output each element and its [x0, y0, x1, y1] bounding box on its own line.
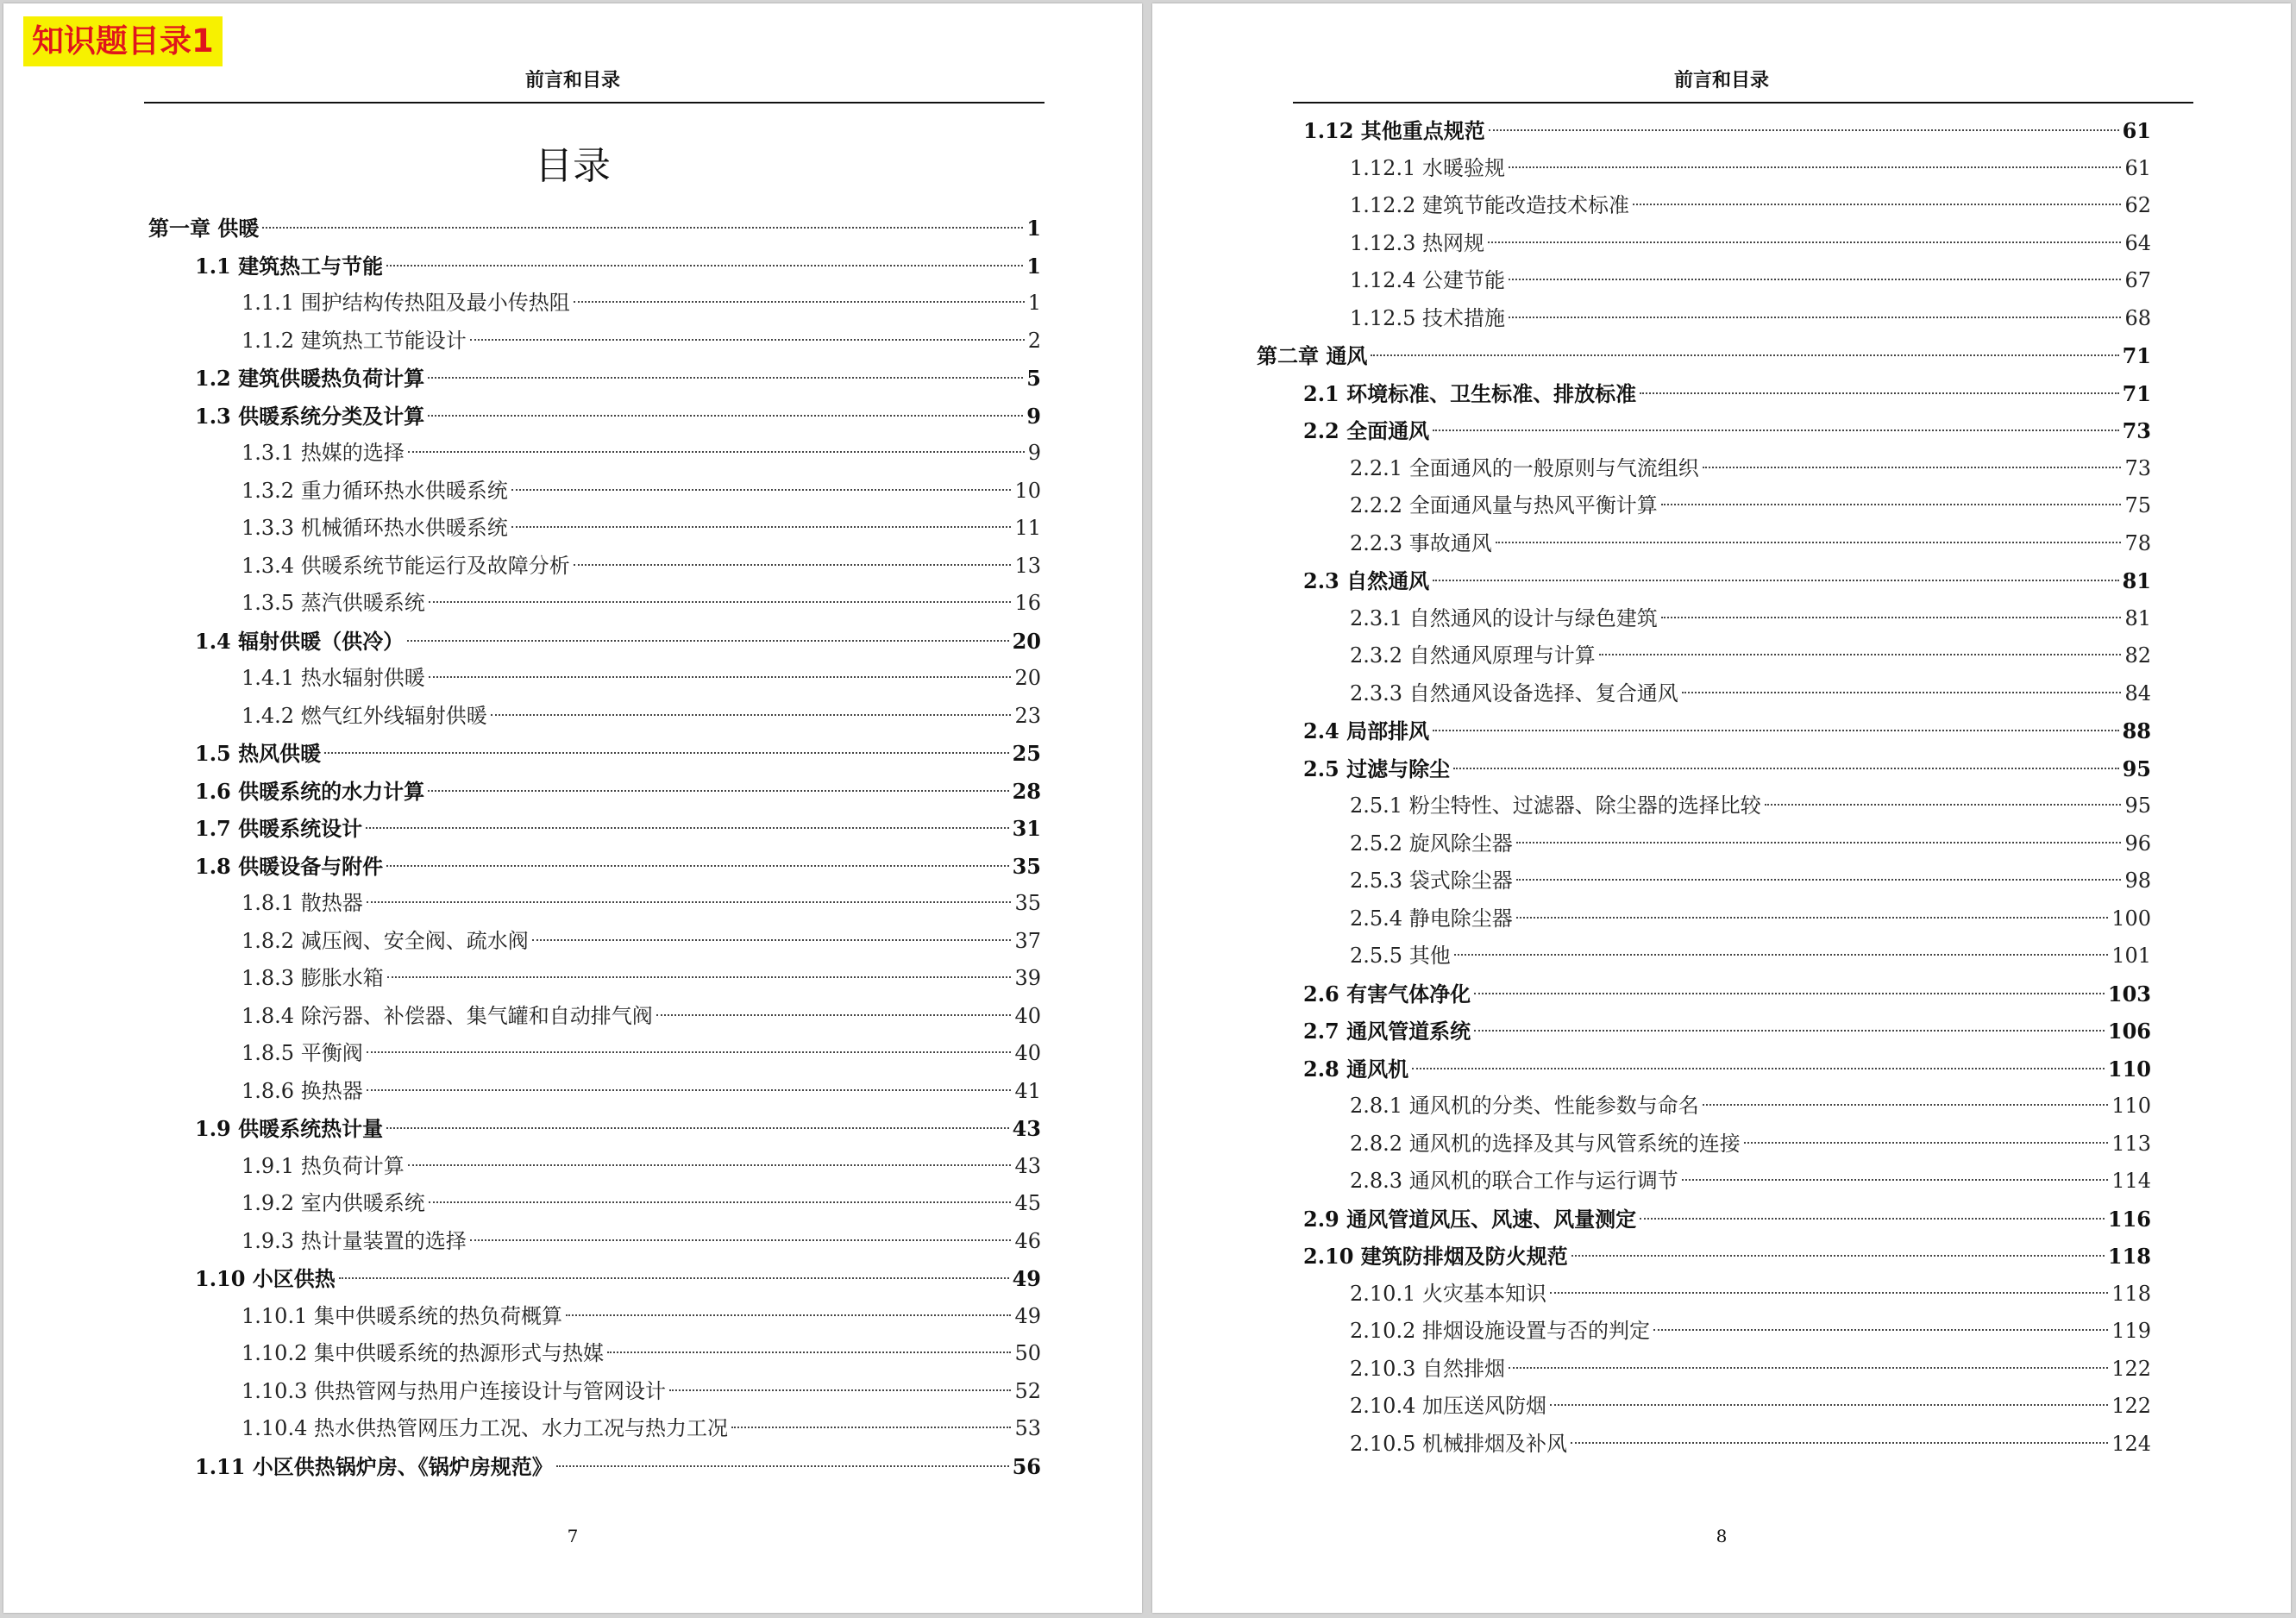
- toc-entry[interactable]: [1257, 225, 2151, 263]
- toc-entry-page: 73: [2124, 455, 2151, 480]
- toc-entry-page: 64: [2124, 230, 2151, 255]
- toc-entry-page: 95: [2124, 793, 2151, 818]
- page-number: 8: [1716, 1526, 1728, 1546]
- toc-entry-label: 2.5.3 袋式除尘器: [1350, 869, 1513, 893]
- toc-entry[interactable]: [148, 698, 1041, 736]
- section-tag: 知识题目录1: [23, 16, 223, 66]
- toc-entry-label: 1.4.2 燃气红外线辐射供暖: [242, 703, 487, 728]
- dot-leader: [1433, 580, 2118, 581]
- toc-entry-page: 88: [2122, 718, 2151, 743]
- toc-entry-label: 2.7 通风管道系统: [1303, 1019, 1471, 1044]
- toc-entry-label: 2.6 有害气体净化: [1303, 981, 1471, 1007]
- toc-entry[interactable]: [1257, 1276, 2151, 1314]
- toc-entry-label: 1.7 供暖系统设计: [195, 816, 363, 841]
- toc-entry-page: 28: [1012, 778, 1041, 804]
- toc-entry-label: 1.10.3 供热管网与热用户连接设计与管网设计: [242, 1378, 666, 1403]
- dot-leader: [1682, 692, 2122, 693]
- dot-leader: [428, 790, 1008, 792]
- toc-entry-page: 16: [1014, 591, 1041, 615]
- dot-leader: [1433, 430, 2118, 431]
- toc-entry-page: 75: [2124, 493, 2151, 517]
- dot-leader: [1371, 354, 2118, 356]
- toc-entry[interactable]: [1257, 600, 2151, 638]
- toc-entry-page: 103: [2107, 981, 2151, 1007]
- dot-leader: [566, 1314, 1011, 1316]
- toc-entry-page: 78: [2124, 530, 2151, 555]
- toc-entry[interactable]: [1257, 525, 2151, 563]
- toc-entry[interactable]: [1257, 487, 2151, 525]
- toc-entry[interactable]: [148, 1260, 1041, 1298]
- toc-entry-page: 113: [2111, 1131, 2151, 1156]
- dot-leader: [1633, 204, 2121, 205]
- toc-entry[interactable]: [148, 623, 1041, 661]
- toc-entry-page: 53: [1014, 1416, 1041, 1440]
- toc-entry-page: 118: [2107, 1244, 2151, 1269]
- toc-entry[interactable]: [148, 1035, 1041, 1073]
- toc-entry-page: 49: [1014, 1303, 1041, 1328]
- toc-entry[interactable]: [1257, 1351, 2151, 1389]
- toc-entry-page: 100: [2111, 906, 2151, 931]
- toc-entry-label: 2.3.1 自然通风的设计与绿色建筑: [1350, 605, 1658, 630]
- dot-leader: [1550, 1404, 2108, 1406]
- dot-leader: [1550, 1292, 2108, 1294]
- toc-entry[interactable]: [1257, 1388, 2151, 1426]
- toc-entry-label: 2.3.3 自然通风设备选择、复合通风: [1350, 680, 1678, 706]
- toc-entry-label: 2.4 局部排风: [1303, 718, 1430, 743]
- dot-leader: [386, 265, 1023, 267]
- toc-entry-label: 1.12.5 技术措施: [1350, 305, 1505, 330]
- toc-entry-label: 1.5 热风供暖: [195, 741, 322, 766]
- dot-leader: [1474, 993, 2105, 994]
- toc-entry-label: 1.3.4 供暖系统节能运行及故障分析: [242, 553, 570, 578]
- toc-entry-page: 52: [1014, 1378, 1041, 1403]
- toc-entry[interactable]: [148, 735, 1041, 773]
- toc-entry[interactable]: [148, 885, 1041, 923]
- toc-entry-page: 124: [2111, 1431, 2151, 1456]
- toc-entry[interactable]: [148, 1185, 1041, 1223]
- toc-entry-page: 101: [2111, 944, 2151, 968]
- toc-entry-label: 2.1 环境标准、卫生标准、排放标准: [1303, 380, 1637, 406]
- toc-title: 目录: [535, 144, 611, 188]
- toc-entry-page: 41: [1014, 1078, 1041, 1103]
- toc-entry-label: 2.3.2 自然通风原理与计算: [1350, 643, 1596, 668]
- dot-leader: [386, 1127, 1008, 1129]
- toc-entry[interactable]: [1257, 412, 2151, 450]
- toc-entry-page: 71: [2122, 343, 2151, 368]
- toc-entry[interactable]: [1257, 337, 2151, 375]
- toc-entry-label: 1.11 小区供热锅炉房、《锅炉房规范》: [195, 1453, 553, 1479]
- toc-entry[interactable]: [1257, 675, 2151, 713]
- toc-entry-page: 73: [2122, 418, 2151, 443]
- toc-entry-label: 1.8.4 除污器、补偿器、集气罐和自动排气阀: [242, 1003, 653, 1028]
- toc-entry-label: 1.3.2 重力循环热水供暖系统: [242, 478, 508, 503]
- toc-entry[interactable]: [148, 1410, 1041, 1448]
- toc-entry[interactable]: [1257, 862, 2151, 900]
- toc-entry[interactable]: [1257, 787, 2151, 825]
- toc-entry-page: 46: [1014, 1228, 1041, 1253]
- toc-entry-label: 2.9 通风管道风压、风速、风量测定: [1303, 1206, 1637, 1232]
- toc-entry[interactable]: [1257, 637, 2151, 675]
- toc-entry-label: 2.5 过滤与除尘: [1303, 756, 1451, 781]
- toc-entry-label: 2.3 自然通风: [1303, 568, 1430, 593]
- dot-leader: [1509, 279, 2121, 280]
- toc-entry-page: 13: [1014, 553, 1041, 578]
- toc-entry[interactable]: [1257, 450, 2151, 488]
- toc-entry-page: 56: [1012, 1453, 1041, 1479]
- toc-entry[interactable]: [148, 1073, 1041, 1111]
- dot-leader: [731, 1427, 1011, 1428]
- toc-entry[interactable]: [148, 548, 1041, 586]
- toc-entry-label: 2.10 建筑防排烟及防火规范: [1303, 1244, 1568, 1269]
- dot-leader: [407, 640, 1008, 642]
- toc-entry-page: 67: [2124, 268, 2151, 292]
- toc-list: [148, 210, 1041, 1485]
- dot-leader: [429, 601, 1012, 603]
- toc-entry[interactable]: [1257, 1201, 2151, 1239]
- right-page: [1152, 3, 2291, 1613]
- toc-list: [1257, 112, 2151, 1463]
- toc-entry-page: 1: [1026, 253, 1041, 279]
- toc-entry-label: 1.8.5 平衡阀: [242, 1041, 363, 1065]
- toc-entry[interactable]: [148, 998, 1041, 1036]
- toc-entry-page: 40: [1014, 1041, 1041, 1065]
- toc-entry-page: 25: [1012, 741, 1041, 766]
- dot-leader: [1599, 654, 2122, 655]
- dot-leader: [1703, 467, 2122, 468]
- header-rule: [1293, 102, 2193, 103]
- toc-entry-page: 106: [2107, 1019, 2151, 1044]
- toc-entry[interactable]: [1257, 1238, 2151, 1276]
- toc-entry-label: 1.2 建筑供暖热负荷计算: [195, 366, 425, 391]
- toc-entry-label: 1.9.2 室内供暖系统: [242, 1191, 425, 1215]
- toc-entry-label: 1.10.2 集中供暖系统的热源形式与热媒: [242, 1341, 604, 1365]
- dot-leader: [491, 714, 1012, 716]
- toc-entry-page: 61: [2124, 155, 2151, 180]
- toc-entry[interactable]: [1257, 187, 2151, 225]
- toc-entry-label: 第一章 供暖: [148, 216, 260, 241]
- toc-entry[interactable]: [1257, 112, 2151, 150]
- dot-leader: [1653, 1329, 2108, 1331]
- toc-entry-page: 119: [2111, 1319, 2151, 1343]
- toc-entry-label: 2.8.2 通风机的选择及其与风管系统的连接: [1350, 1131, 1741, 1156]
- toc-entry-page: 20: [1014, 666, 1041, 690]
- toc-entry-label: 1.4.1 热水辐射供暖: [242, 666, 425, 690]
- toc-entry[interactable]: [1257, 825, 2151, 863]
- toc-entry-label: 1.3.5 蒸汽供暖系统: [242, 591, 425, 615]
- toc-entry-page: 43: [1012, 1116, 1041, 1141]
- header-rule: [144, 102, 1044, 103]
- toc-entry-page: 9: [1027, 441, 1041, 465]
- toc-entry[interactable]: [1257, 1163, 2151, 1201]
- toc-entry-label: 1.3 供暖系统分类及计算: [195, 403, 425, 429]
- toc-entry[interactable]: [148, 323, 1041, 361]
- toc-entry[interactable]: [148, 1223, 1041, 1261]
- dot-leader: [470, 1239, 1012, 1241]
- toc-entry[interactable]: [148, 1148, 1041, 1186]
- toc-entry[interactable]: [1257, 300, 2151, 338]
- toc-entry[interactable]: [1257, 262, 2151, 300]
- toc-entry[interactable]: [1257, 1088, 2151, 1126]
- toc-entry[interactable]: [148, 1298, 1041, 1336]
- toc-entry-page: 110: [2107, 1056, 2151, 1082]
- dot-leader: [470, 339, 1025, 341]
- toc-entry-label: 1.12.1 水暖验规: [1350, 155, 1505, 180]
- toc-entry[interactable]: [148, 923, 1041, 961]
- left-page: [3, 3, 1142, 1613]
- toc-entry-label: 2.10.2 排烟设施设置与否的判定: [1350, 1319, 1650, 1343]
- toc-entry-label: 2.5.2 旋风除尘器: [1350, 831, 1513, 856]
- toc-entry-label: 1.8.3 膨胀水箱: [242, 966, 384, 990]
- toc-entry-page: 1: [1027, 291, 1041, 315]
- toc-entry-page: 49: [1012, 1266, 1041, 1291]
- dot-leader: [607, 1351, 1011, 1353]
- toc-entry[interactable]: [148, 210, 1041, 248]
- toc-entry-label: 2.5.1 粉尘特性、过滤器、除尘器的选择比较: [1350, 793, 1761, 818]
- toc-entry-label: 2.2.1 全面通风的一般原则与气流组织: [1350, 455, 1699, 480]
- toc-entry-label: 2.5.4 静电除尘器: [1350, 906, 1513, 931]
- dot-leader: [408, 451, 1025, 453]
- dot-leader: [532, 939, 1012, 941]
- dot-leader: [1433, 730, 2118, 731]
- toc-entry[interactable]: [1257, 712, 2151, 750]
- toc-entry-page: 23: [1014, 703, 1041, 728]
- toc-entry-label: 1.12.3 热网规: [1350, 230, 1484, 255]
- toc-entry-page: 35: [1012, 853, 1041, 879]
- toc-entry[interactable]: [1257, 1426, 2151, 1464]
- toc-entry[interactable]: [1257, 562, 2151, 600]
- toc-entry[interactable]: [1257, 1050, 2151, 1088]
- toc-entry-page: 61: [2122, 118, 2151, 143]
- toc-entry[interactable]: [148, 473, 1041, 511]
- toc-entry-page: 71: [2122, 380, 2151, 406]
- dot-leader: [367, 1051, 1012, 1053]
- toc-entry[interactable]: [148, 810, 1041, 848]
- toc-entry-label: 2.2.2 全面通风量与热风平衡计算: [1350, 493, 1658, 517]
- toc-entry[interactable]: [1257, 975, 2151, 1013]
- toc-entry-label: 2.10.3 自然排烟: [1350, 1356, 1505, 1381]
- dot-leader: [1509, 1367, 2108, 1369]
- toc-entry[interactable]: [148, 848, 1041, 886]
- toc-entry-label: 1.12.4 公建节能: [1350, 268, 1505, 292]
- toc-entry-label: 1.12.2 建筑节能改造技术标准: [1350, 193, 1629, 217]
- toc-entry[interactable]: [148, 510, 1041, 548]
- toc-entry-page: 82: [2124, 643, 2151, 668]
- dot-leader: [1661, 617, 2122, 618]
- dot-leader: [324, 752, 1008, 754]
- toc-entry-page: 110: [2111, 1094, 2151, 1118]
- toc-entry-page: 114: [2111, 1169, 2151, 1193]
- toc-entry-page: 122: [2111, 1356, 2151, 1381]
- dot-leader: [1496, 542, 2122, 543]
- running-header: 前言和目录: [524, 70, 620, 91]
- toc-entry-page: 43: [1014, 1153, 1041, 1178]
- toc-entry-page: 122: [2111, 1394, 2151, 1418]
- toc-entry-page: 116: [2107, 1206, 2151, 1232]
- dot-leader: [1488, 241, 2121, 243]
- toc-entry-page: 10: [1014, 478, 1041, 503]
- dot-leader: [511, 489, 1012, 491]
- toc-entry-label: 1.8.2 减压阀、安全阀、疏水阀: [242, 928, 529, 953]
- toc-entry-label: 1.3.3 机械循环热水供暖系统: [242, 516, 508, 540]
- toc-entry-page: 81: [2124, 605, 2151, 630]
- toc-entry-label: 1.9 供暖系统热计量: [195, 1116, 384, 1141]
- toc-entry-label: 1.8.6 换热器: [242, 1078, 363, 1103]
- toc-entry-label: 2.8 通风机: [1303, 1056, 1409, 1082]
- dot-leader: [1640, 1218, 2105, 1220]
- toc-entry[interactable]: [148, 248, 1041, 285]
- toc-entry-page: 2: [1027, 328, 1041, 353]
- dot-leader: [1454, 954, 2108, 956]
- dot-leader: [1509, 166, 2121, 168]
- toc-entry-label: 1.10.1 集中供暖系统的热负荷概算: [242, 1303, 562, 1328]
- toc-entry[interactable]: [148, 1335, 1041, 1373]
- toc-entry-page: 62: [2124, 193, 2151, 217]
- running-header: 前言和目录: [1673, 70, 1769, 91]
- dot-leader: [1571, 1255, 2105, 1257]
- dot-leader: [386, 865, 1008, 867]
- toc-entry-label: 2.10.4 加压送风防烟: [1350, 1394, 1546, 1418]
- toc-entry-label: 1.3.1 热媒的选择: [242, 441, 405, 465]
- toc-entry-page: 98: [2124, 869, 2151, 893]
- toc-entry[interactable]: [148, 435, 1041, 473]
- toc-entry[interactable]: [148, 398, 1041, 436]
- toc-entry[interactable]: [148, 360, 1041, 398]
- toc-entry-label: 1.1 建筑热工与节能: [195, 253, 384, 279]
- toc-entry-label: 1.1.2 建筑热工节能设计: [242, 328, 467, 353]
- toc-entry-page: 39: [1014, 966, 1041, 990]
- toc-entry[interactable]: [148, 285, 1041, 323]
- dot-leader: [1516, 879, 2122, 881]
- toc-entry-label: 第二章 通风: [1257, 343, 1368, 368]
- toc-entry[interactable]: [148, 1448, 1041, 1486]
- toc-entry-page: 20: [1012, 628, 1041, 654]
- toc-entry-page: 84: [2124, 680, 2151, 706]
- toc-entry-label: 1.4 辐射供暖（供冷）: [195, 628, 405, 654]
- toc-entry-label: 1.10 小区供热: [195, 1266, 336, 1291]
- toc-entry-page: 11: [1014, 516, 1041, 540]
- dot-leader: [1640, 392, 2118, 394]
- dot-leader: [1489, 129, 2119, 131]
- toc-entry[interactable]: [1257, 938, 2151, 975]
- toc-entry-page: 31: [1012, 816, 1041, 841]
- dot-leader: [1509, 317, 2121, 318]
- toc-entry-page: 37: [1014, 928, 1041, 953]
- toc-entry-page: 40: [1014, 1003, 1041, 1028]
- dot-leader: [367, 901, 1012, 903]
- toc-entry[interactable]: [148, 1373, 1041, 1411]
- toc-entry-label: 1.12 其他重点规范: [1303, 118, 1485, 143]
- toc-entry-page: 68: [2124, 305, 2151, 330]
- toc-entry-page: 50: [1014, 1341, 1041, 1365]
- toc-entry-label: 1.1.1 围护结构传热阻及最小传热阻: [242, 291, 570, 315]
- toc-entry[interactable]: [1257, 375, 2151, 413]
- toc-entry-page: 81: [2122, 568, 2151, 593]
- dot-leader: [1571, 1442, 2108, 1444]
- toc-entry[interactable]: [1257, 900, 2151, 938]
- toc-entry[interactable]: [148, 773, 1041, 811]
- toc-entry-page: 1: [1026, 216, 1041, 241]
- toc-entry-page: 96: [2124, 831, 2151, 856]
- toc-entry-label: 1.6 供暖系统的水力计算: [195, 778, 425, 804]
- dot-leader: [262, 227, 1023, 229]
- dot-leader: [339, 1277, 1009, 1279]
- toc-entry-label: 1.10.4 热水供热管网压力工况、水力工况与热力工况: [242, 1416, 728, 1440]
- toc-entry-label: 1.9.1 热负荷计算: [242, 1153, 405, 1178]
- dot-leader: [428, 377, 1023, 379]
- dot-leader: [1661, 504, 2122, 505]
- toc-entry[interactable]: [148, 660, 1041, 698]
- dot-leader: [428, 415, 1023, 417]
- dot-leader: [429, 676, 1012, 678]
- toc-entry-label: 1.8.1 散热器: [242, 891, 363, 915]
- toc-entry-page: 118: [2111, 1281, 2151, 1306]
- toc-entry-label: 1.8 供暖设备与附件: [195, 853, 384, 879]
- dot-leader: [366, 827, 1008, 829]
- dot-leader: [574, 301, 1025, 303]
- toc-entry-label: 1.9.3 热计量装置的选择: [242, 1228, 467, 1253]
- toc-entry-page: 95: [2122, 756, 2151, 781]
- dot-leader: [387, 976, 1012, 978]
- dot-leader: [1516, 842, 2122, 843]
- dot-leader: [669, 1389, 1011, 1391]
- dot-leader: [1453, 768, 2118, 769]
- toc-entry-page: 35: [1014, 891, 1041, 915]
- toc-entry-label: 2.8.3 通风机的联合工作与运行调节: [1350, 1169, 1678, 1193]
- page-number: 7: [567, 1526, 579, 1546]
- dot-leader: [574, 564, 1012, 566]
- toc-entry-page: 5: [1026, 366, 1041, 391]
- toc-entry-label: 2.2 全面通风: [1303, 418, 1430, 443]
- toc-entry-label: 2.8.1 通风机的分类、性能参数与命名: [1350, 1094, 1699, 1118]
- toc-entry[interactable]: [1257, 150, 2151, 188]
- toc-entry-page: 9: [1026, 403, 1041, 429]
- toc-entry[interactable]: [1257, 1313, 2151, 1351]
- toc-entry[interactable]: [148, 1110, 1041, 1148]
- dot-leader: [1703, 1104, 2108, 1106]
- toc-entry-label: 2.10.5 机械排烟及补风: [1350, 1431, 1567, 1456]
- dot-leader: [367, 1089, 1012, 1091]
- dot-leader: [1474, 1030, 2105, 1032]
- dot-leader: [408, 1164, 1012, 1166]
- dot-leader: [1765, 804, 2122, 806]
- toc-entry[interactable]: [1257, 1013, 2151, 1050]
- toc-entry-label: 2.5.5 其他: [1350, 944, 1451, 968]
- dot-leader: [656, 1014, 1012, 1016]
- toc-entry[interactable]: [1257, 750, 2151, 788]
- dot-leader: [429, 1201, 1012, 1203]
- toc-entry-label: 2.10.1 火灾基本知识: [1350, 1281, 1546, 1306]
- dot-leader: [511, 526, 1012, 528]
- dot-leader: [1744, 1142, 2108, 1144]
- toc-entry[interactable]: [148, 960, 1041, 998]
- toc-entry-label: 2.2.3 事故通风: [1350, 530, 1492, 555]
- dot-leader: [1682, 1179, 2108, 1181]
- toc-entry[interactable]: [1257, 1126, 2151, 1163]
- dot-leader: [1412, 1068, 2105, 1069]
- toc-entry[interactable]: [148, 585, 1041, 623]
- dot-leader: [1516, 917, 2108, 919]
- dot-leader: [556, 1465, 1009, 1467]
- toc-entry-page: 45: [1014, 1191, 1041, 1215]
